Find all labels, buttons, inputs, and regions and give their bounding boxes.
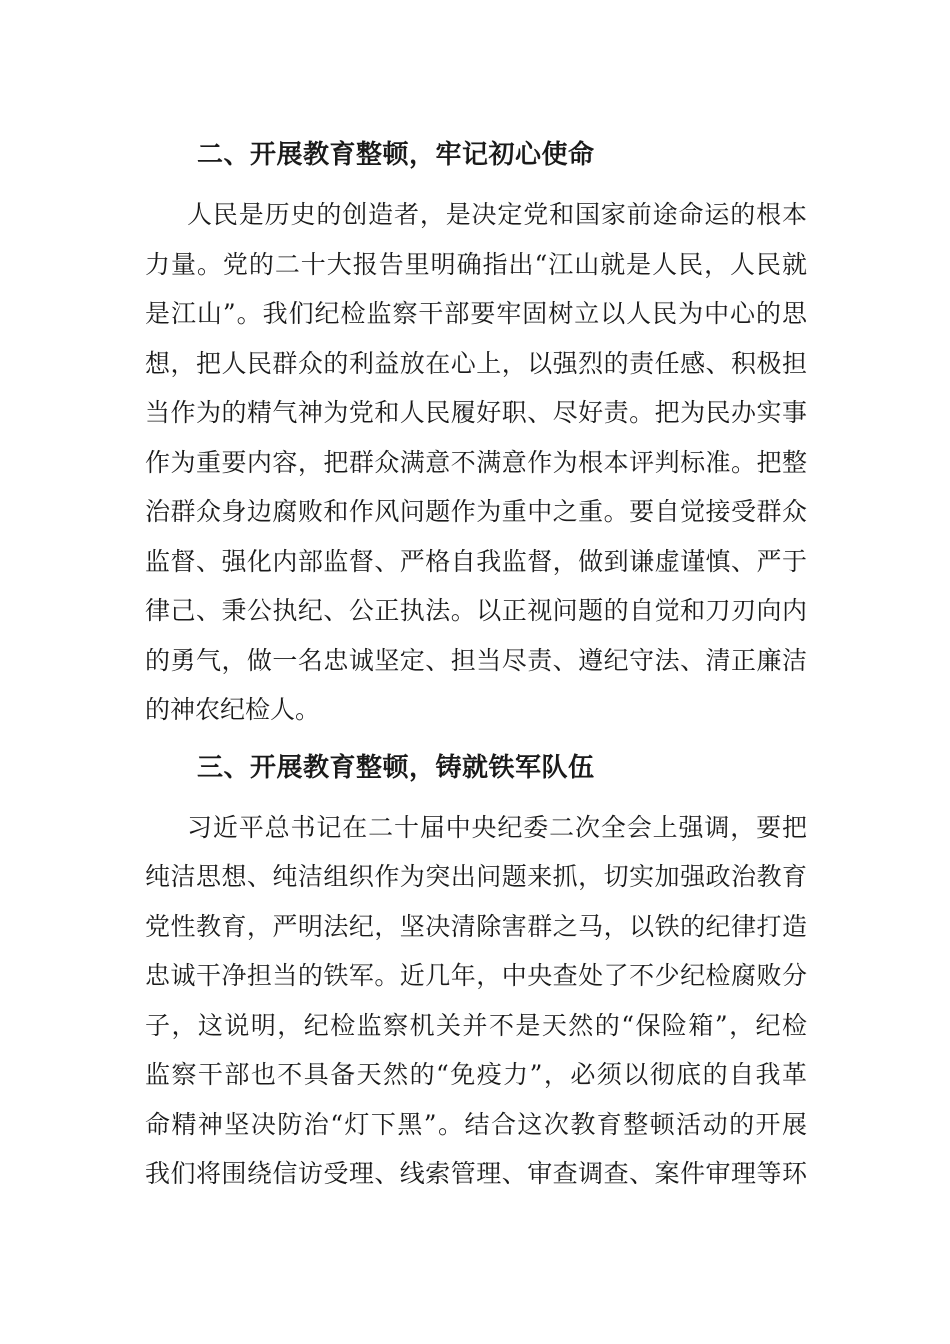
section-heading-3: 三、开展教育整顿，铸就铁军队伍	[197, 752, 595, 783]
paragraph-line: 作为重要内容，把群众满意不满意作为根本评判标准。把整	[145, 447, 807, 477]
paragraph-line: 习近平总书记在二十届中央纪委二次全会上强调，要把	[187, 812, 807, 842]
paragraph-line: 当作为的精气神为党和人民履好职、尽好责。把为民办实事	[145, 398, 807, 427]
paragraph-line: 监察干部也不具备天然的“免疫力”，必须以彻底的自我革	[145, 1060, 807, 1089]
document-body	[145, 130, 807, 1199]
paragraph-line: 的神农纪检人。	[145, 695, 321, 724]
paragraph-line: 律己、秉公执纪、公正执法。以正视问题的自觉和刀刃向内	[145, 596, 807, 625]
section-heading-2: 二、开展教育整顿，牢记初心使命	[197, 140, 595, 170]
paragraph-line: 人民是历史的创造者，是决定党和国家前途命运的根本	[187, 200, 807, 229]
paragraph-line: 治群众身边腐败和作风问题作为重中之重。要自觉接受群众	[145, 497, 807, 526]
paragraph-line: 子，这说明，纪检监察机关并不是天然的“保险箱”，纪检	[145, 1010, 807, 1040]
paragraph-line: 忠诚干净担当的铁军。近几年，中央查处了不少纪检腐败分	[145, 961, 807, 990]
paragraph-line: 监督、强化内部监督、严格自我监督，做到谦虚谨慎、严于	[145, 546, 807, 576]
paragraph-line: 想，把人民群众的利益放在心上，以强烈的责任感、积极担	[145, 348, 807, 378]
paragraph-line: 是江山”。我们纪检监察干部要牢固树立以人民为中心的思	[145, 299, 807, 328]
section-paragraph-2	[145, 190, 807, 735]
section-paragraph-3	[145, 803, 807, 1199]
paragraph-line: 力量。党的二十大报告里明确指出“江山就是人民，人民就	[145, 249, 807, 279]
paragraph-line: 命精神坚决防治“灯下黑”。结合这次教育整顿活动的开展	[145, 1109, 807, 1139]
paragraph-line: 党性教育，严明法纪，坚决清除害群之马，以铁的纪律打造	[145, 911, 807, 941]
paragraph-line: 我们将围绕信访受理、线索管理、审查调查、案件审理等环	[145, 1159, 807, 1188]
paragraph-line: 纯洁思想、纯洁组织作为突出问题来抓，切实加强政治教育	[145, 862, 807, 891]
paragraph-line: 的勇气，做一名忠诚坚定、担当尽责、遵纪守法、清正廉洁	[145, 645, 807, 675]
